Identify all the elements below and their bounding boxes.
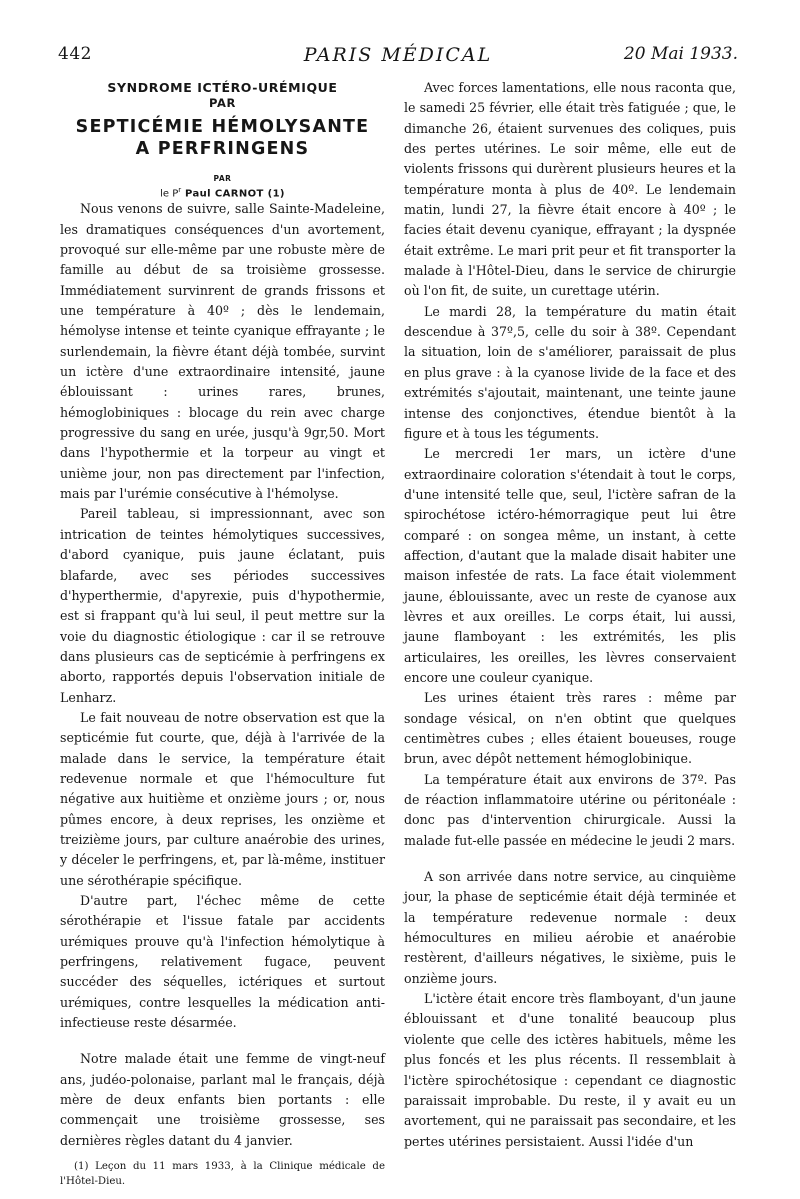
left-paragraph-1: Nous venons de suivre, salle Sainte-Madeleine, les dramatiques conséquences d'un avortement, provoqué sur elle-même par une robuste mère de famille au début de sa troisième grossesse. Immédiatement survinrent de grands frissons et une température à 40º ; dès le lendemain, hémolyse intense et teinte cyanique effrayante ; le surlendemain, la fièvre étant déjà tombée, survint un ictère d'une extraordinaire intensité, jaune éblouissant : urines rares, brunes, hémoglobiniques : blocage du rein avec charge progressive du sang en urée, jusqu'à 9gr,50. Mort dans l'hypothermie et la torpeur au vingt et unième jour, non pas directement par l'infection, mais par l'urémie consécutive à l'hémolyse.	[60, 201, 385, 502]
page-number: 442	[58, 44, 92, 64]
article-title-block	[60, 80, 385, 199]
title-line-2: PAR	[209, 96, 236, 110]
section-gap-right	[404, 851, 736, 867]
author-line	[60, 186, 385, 199]
left-column	[60, 78, 385, 1199]
right-paragraph-7: L'ictère était encore très flamboyant, d'un jaune éblouissant et d'une tonalité beaucoup plus violente que celle des ictères habituels, même les plus foncés et les plus récents. Il ressemblait à l'ictère spirochétosique : cependant ce diagnostic paraissait improbable. Du reste, il y avait eu un avortement, qui ne paraissait pas secondaire, et les pertes utérines persistaient. Aussi l'idée d'un	[404, 991, 736, 1149]
right-paragraph-6: A son arrivée dans notre service, au cinquième jour, la phase de septicémie était déjà terminée et la température redevenue normale : deux hémocultures en milieu aérobie et anaérobie restèrent, d'ailleurs négatives, le sixième, puis le onzième jours.	[404, 869, 736, 986]
footnote: (1) Leçon du 11 mars 1933, à la Clinique médicale de l'Hôtel-Dieu.	[60, 1161, 385, 1188]
title-line-3: SEPTICÉMIE HÉMOLYSANTE	[75, 117, 370, 137]
author-prefix: le P	[160, 188, 179, 200]
section-gap	[60, 1033, 385, 1049]
page-header	[58, 44, 738, 72]
right-paragraph-2: Le mardi 28, la température du matin était descendue à 37º,5, celle du soir à 38º. Cependant la situation, loin de s'améliorer, paraissait de plus en plus grave : à la cyanose livide de la face et des extrémités s'ajoutait, maintenant, une teinte jaune intense des conjonctives, étendue bientôt à la figure et à tous les téguments.	[404, 303, 736, 441]
right-column	[404, 78, 736, 1152]
left-paragraph-2: Pareil tableau, si impressionnant, avec son intrication de teintes hémolytiques successives, d'abord cyanique, puis jaune éclatant, puis blafarde, avec ses périodes successives d'hyperthermie, d'apyrexie, puis d'hypothermie, est si frappant qu'à lui seul, il peut mettre sur la voie du diagnostic étiologique : car il se retrouve dans plusieurs cas de septicémie à perfringens ex aborto, rapportés depuis l'observation initiale de Lenharz.	[60, 506, 385, 705]
right-paragraph-4: Les urines étaient très rares : même par sondage vésical, on n'en obtint que quelques centimètres cubes ; elles étaient boueuses, rouge brun, avec dépôt nettement hémoglobinique.	[404, 690, 736, 767]
right-paragraph-1: Avec forces lamentations, elle nous raconta que, le samedi 25 février, elle était très fatiguée ; que, le dimanche 26, étaient survenues des coliques, puis des pertes utérines. Le soir même, elle eut de violents frissons qui durèrent plusieurs heures et la température monta à plus de 40º. Le lendemain matin, lundi 27, la fièvre était encore à 40º ; le facies était devenu cyanique, effrayant ; la dyspnée était extrême. Le mari prit peur et fit transporter la malade à l'Hôtel-Dieu, dans le service de chirurgie où l'on fit, de suite, un curettage utérin.	[404, 80, 736, 299]
right-paragraph-5: La température était aux environs de 37º. Pas de réaction inflammatoire utérine ou péritonéale : donc pas d'intervention chirurgicale. Aussi la malade fut-elle passée en médecine le jeudi 2 mars.	[404, 771, 736, 848]
byline-par: PAR	[213, 174, 232, 183]
title-line-1: SYNDROME ICTÉRO-URÉMIQUE	[107, 80, 338, 95]
left-paragraph-3: Le fait nouveau de notre observation est que la septicémie fut courte, que, déjà à l'arrivée de la malade dans le service, la température était redevenue normale et que l'hémoculture fut négative aux huitième et onzième jours ; or, nous pûmes encore, à deux reprises, les onzième et treizième jours, par culture anaérobie des urines, y déceler le perfringens, et, par là-même, instituer une sérothérapie spécifique.	[60, 709, 385, 888]
author-name: Paul CARNOT (1)	[181, 188, 285, 200]
left-paragraph-4: D'autre part, l'échec même de cette sérothérapie et l'issue fatale par accidents urémiques prouve qu'à l'infection hémolytique à perfringens, relativement fugace, peuvent succéder des séquelles, ictériques et surtout urémiques, contre lesquelles la médication anti-infectieuse reste désarmée.	[60, 893, 385, 1031]
left-paragraph-5: Notre malade était une femme de vingt-neuf ans, judéo-polonaise, parlant mal le français, déjà mère de deux enfants bien portants : elle commençait une troisième grossesse, ses dernières règles datant du 4 janvier.	[60, 1051, 385, 1148]
right-paragraph-3: Le mercredi 1er mars, un ictère d'une extraordinaire coloration s'étendait à tout le corps, d'une intensité telle que, seul, l'ictère safran de la spirochétose ictéro-hémorragique peut lui être comparé : on songea même, un instant, à cette affection, d'autant que la malade disait habiter une maison infestée de rats. La face était violemment jaune, éblouissante, avec un reste de cyanose aux lèvres et aux oreilles. Le corps était, lui aussi, jaune flamboyant : les extrémités, les plis articulaires, les oreilles, les lèvres conservaient encore une couleur cyanique.	[404, 446, 736, 685]
title-line-4: A PERFRINGENS	[135, 139, 310, 159]
journal-title: PARIS MÉDICAL	[303, 44, 493, 66]
author-prefix-sup: r	[178, 186, 182, 194]
issue-date: 20 Mai 1933.	[623, 44, 738, 64]
